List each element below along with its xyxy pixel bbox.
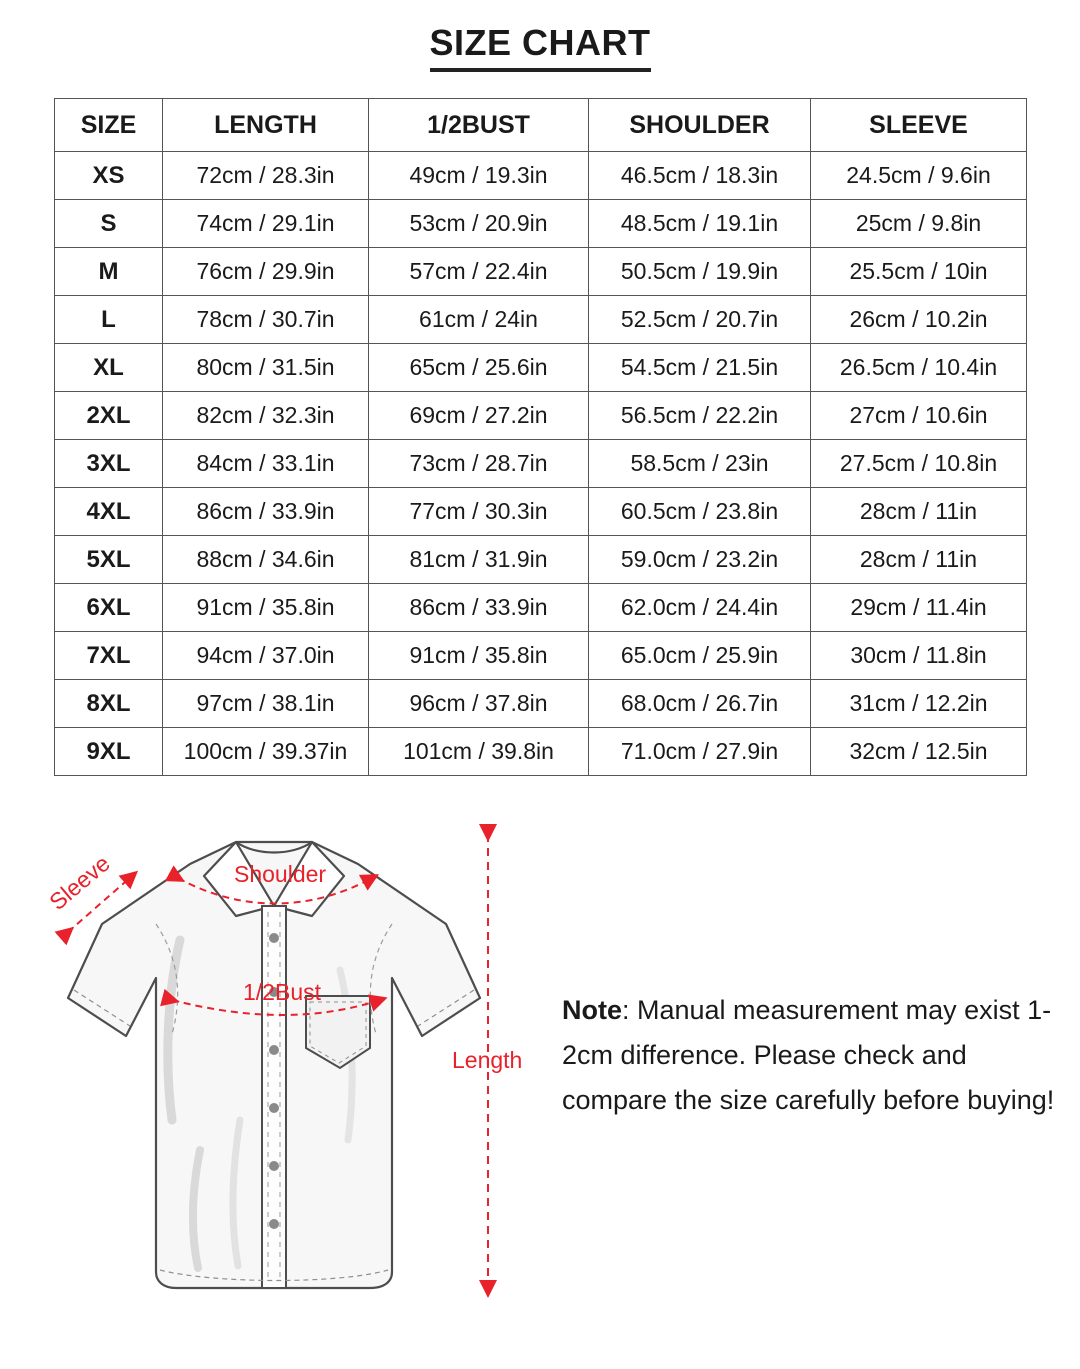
cell-bust: 61cm / 24in bbox=[369, 296, 589, 344]
cell-size: L bbox=[55, 296, 163, 344]
cell-sleeve: 31cm / 12.2in bbox=[811, 680, 1027, 728]
note-prefix: Note bbox=[562, 995, 622, 1025]
table-row bbox=[55, 152, 1027, 200]
table-row bbox=[55, 296, 1027, 344]
cell-length: 91cm / 35.8in bbox=[163, 584, 369, 632]
title-container bbox=[0, 0, 1080, 72]
cell-sleeve: 29cm / 11.4in bbox=[811, 584, 1027, 632]
cell-shoulder: 48.5cm / 19.1in bbox=[589, 200, 811, 248]
cell-length: 80cm / 31.5in bbox=[163, 344, 369, 392]
table-row bbox=[55, 344, 1027, 392]
size-table-container bbox=[54, 98, 1026, 776]
cell-sleeve: 25.5cm / 10in bbox=[811, 248, 1027, 296]
cell-length: 100cm / 39.37in bbox=[163, 728, 369, 776]
cell-length: 72cm / 28.3in bbox=[163, 152, 369, 200]
cell-sleeve: 27.5cm / 10.8in bbox=[811, 440, 1027, 488]
cell-size: 3XL bbox=[55, 440, 163, 488]
cell-bust: 96cm / 37.8in bbox=[369, 680, 589, 728]
cell-length: 94cm / 37.0in bbox=[163, 632, 369, 680]
note-text: : Manual measurement may exist 1-2cm difference. Please check and compare the size carefully before buying! bbox=[562, 995, 1055, 1115]
table-row bbox=[55, 200, 1027, 248]
cell-sleeve: 26.5cm / 10.4in bbox=[811, 344, 1027, 392]
cell-shoulder: 68.0cm / 26.7in bbox=[589, 680, 811, 728]
cell-size: S bbox=[55, 200, 163, 248]
cell-size: 7XL bbox=[55, 632, 163, 680]
cell-size: M bbox=[55, 248, 163, 296]
label-sleeve: Sleeve bbox=[44, 849, 115, 916]
table-row bbox=[55, 584, 1027, 632]
cell-size: 4XL bbox=[55, 488, 163, 536]
label-shoulder: Shoulder bbox=[234, 861, 327, 887]
cell-shoulder: 54.5cm / 21.5in bbox=[589, 344, 811, 392]
cell-bust: 53cm / 20.9in bbox=[369, 200, 589, 248]
cell-size: 5XL bbox=[55, 536, 163, 584]
column-header-size: SIZE bbox=[55, 99, 163, 152]
cell-shoulder: 50.5cm / 19.9in bbox=[589, 248, 811, 296]
cell-shoulder: 65.0cm / 25.9in bbox=[589, 632, 811, 680]
cell-bust: 86cm / 33.9in bbox=[369, 584, 589, 632]
column-header-length: LENGTH bbox=[163, 99, 369, 152]
table-row bbox=[55, 632, 1027, 680]
cell-sleeve: 32cm / 12.5in bbox=[811, 728, 1027, 776]
column-header-bust: 1/2BUST bbox=[369, 99, 589, 152]
cell-shoulder: 56.5cm / 22.2in bbox=[589, 392, 811, 440]
cell-bust: 91cm / 35.8in bbox=[369, 632, 589, 680]
table-header-row bbox=[55, 99, 1027, 152]
cell-sleeve: 24.5cm / 9.6in bbox=[811, 152, 1027, 200]
column-header-shoulder: SHOULDER bbox=[589, 99, 811, 152]
measurement-note bbox=[562, 988, 1062, 1123]
cell-length: 76cm / 29.9in bbox=[163, 248, 369, 296]
cell-size: XS bbox=[55, 152, 163, 200]
cell-length: 88cm / 34.6in bbox=[163, 536, 369, 584]
cell-sleeve: 27cm / 10.6in bbox=[811, 392, 1027, 440]
column-header-sleeve: SLEEVE bbox=[811, 99, 1027, 152]
cell-bust: 81cm / 31.9in bbox=[369, 536, 589, 584]
cell-length: 97cm / 38.1in bbox=[163, 680, 369, 728]
cell-bust: 57cm / 22.4in bbox=[369, 248, 589, 296]
cell-length: 82cm / 32.3in bbox=[163, 392, 369, 440]
cell-size: XL bbox=[55, 344, 163, 392]
table-row bbox=[55, 392, 1027, 440]
cell-length: 74cm / 29.1in bbox=[163, 200, 369, 248]
cell-sleeve: 28cm / 11in bbox=[811, 488, 1027, 536]
cell-bust: 69cm / 27.2in bbox=[369, 392, 589, 440]
table-row bbox=[55, 248, 1027, 296]
cell-bust: 49cm / 19.3in bbox=[369, 152, 589, 200]
table-row bbox=[55, 728, 1027, 776]
cell-length: 86cm / 33.9in bbox=[163, 488, 369, 536]
cell-sleeve: 25cm / 9.8in bbox=[811, 200, 1027, 248]
label-length: Length bbox=[452, 1047, 523, 1073]
cell-shoulder: 58.5cm / 23in bbox=[589, 440, 811, 488]
shirt-illustration bbox=[40, 820, 560, 1330]
cell-shoulder: 46.5cm / 18.3in bbox=[589, 152, 811, 200]
table-row bbox=[55, 488, 1027, 536]
cell-bust: 101cm / 39.8in bbox=[369, 728, 589, 776]
cell-sleeve: 28cm / 11in bbox=[811, 536, 1027, 584]
cell-shoulder: 59.0cm / 23.2in bbox=[589, 536, 811, 584]
cell-sleeve: 26cm / 10.2in bbox=[811, 296, 1027, 344]
page-title: SIZE CHART bbox=[430, 22, 651, 72]
cell-shoulder: 62.0cm / 24.4in bbox=[589, 584, 811, 632]
label-bust: 1/2Bust bbox=[243, 979, 321, 1005]
cell-bust: 77cm / 30.3in bbox=[369, 488, 589, 536]
shirt-body-shape bbox=[68, 842, 480, 1288]
table-row bbox=[55, 680, 1027, 728]
cell-sleeve: 30cm / 11.8in bbox=[811, 632, 1027, 680]
measurement-diagram-section bbox=[0, 820, 1080, 1340]
cell-shoulder: 52.5cm / 20.7in bbox=[589, 296, 811, 344]
cell-shoulder: 71.0cm / 27.9in bbox=[589, 728, 811, 776]
table-row bbox=[55, 536, 1027, 584]
cell-size: 6XL bbox=[55, 584, 163, 632]
table-row bbox=[55, 440, 1027, 488]
cell-size: 8XL bbox=[55, 680, 163, 728]
cell-length: 78cm / 30.7in bbox=[163, 296, 369, 344]
cell-size: 2XL bbox=[55, 392, 163, 440]
cell-size: 9XL bbox=[55, 728, 163, 776]
cell-bust: 73cm / 28.7in bbox=[369, 440, 589, 488]
cell-length: 84cm / 33.1in bbox=[163, 440, 369, 488]
size-chart-table bbox=[54, 98, 1027, 776]
cell-shoulder: 60.5cm / 23.8in bbox=[589, 488, 811, 536]
cell-bust: 65cm / 25.6in bbox=[369, 344, 589, 392]
